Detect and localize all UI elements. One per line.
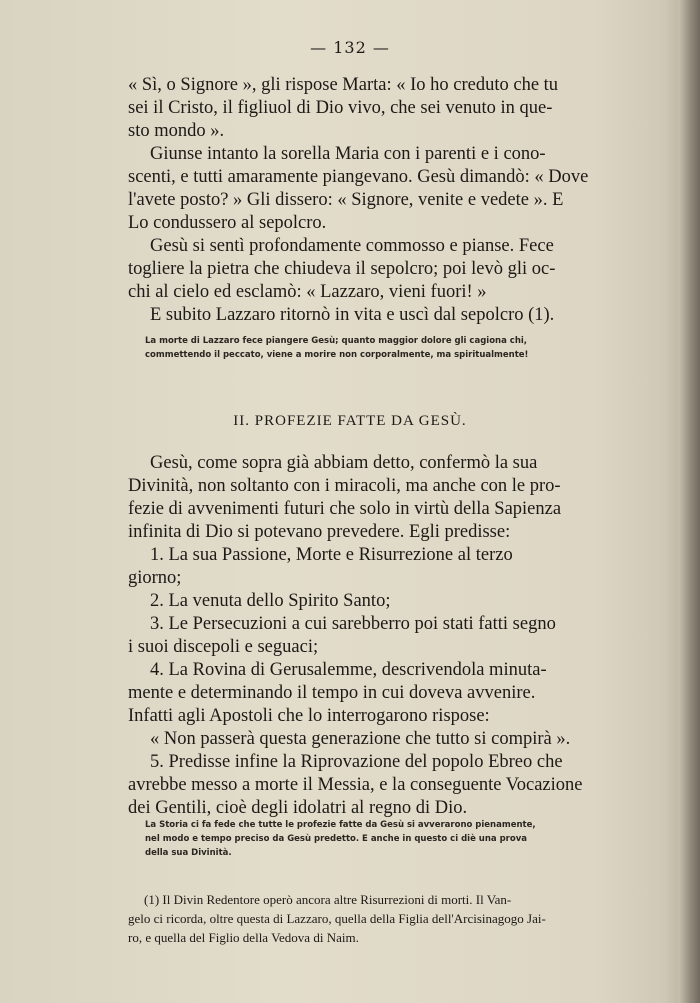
note-line: della sua Divinità.	[145, 848, 232, 858]
text-line: 2. La venuta dello Spirito Santo;	[150, 591, 391, 611]
text-line: i suoi discepoli e seguaci;	[128, 637, 319, 657]
text-line: dei Gentili, cioè degli idolatri al regno di Dio.	[128, 798, 468, 818]
page-edge	[678, 0, 700, 1003]
text-line: Divinità, non soltanto con i miracoli, ma anche con le pro-	[128, 476, 561, 496]
text-line: Gesù, come sopra già abbiam detto, confermò la sua	[150, 453, 538, 473]
text-line: scenti, e tutti amaramente piangevano. Gesù dimandò: « Dove	[128, 167, 589, 187]
text-line: Infatti agli Apostoli che lo interrogarono rispose:	[128, 706, 490, 726]
page-number: — 132 —	[310, 38, 390, 57]
text-line: chi al cielo ed esclamò: « Lazzaro, vieni fuori! »	[128, 282, 487, 302]
moral-note-2	[145, 818, 585, 860]
footnote-line: (1) Il Divin Redentore operò ancora altre Risurrezioni di morti. Il Van-	[144, 892, 512, 907]
section-heading: II. PROFEZIE FATTE DA GESÙ.	[233, 413, 467, 429]
footnote-line: ro, e quella del Figlio della Vedova di Naim.	[128, 930, 359, 945]
note-line: La Storia ci fa fede che tutte le profezie fatte da Gesù si avverarono pienamente,	[145, 820, 536, 830]
text-line: Lo condussero al sepolcro.	[128, 213, 327, 233]
text-line: infinita di Dio si potevano prevedere. Egli predisse:	[128, 522, 511, 542]
text-line: « Sì, o Signore », gli rispose Marta: « Io ho creduto che tu	[128, 75, 559, 95]
text-line: fezie di avvenimenti futuri che solo in virtù della Sapienza	[128, 499, 562, 519]
text-line: l'avete posto? » Gli dissero: « Signore, venite e vedete ». E	[128, 190, 564, 210]
note-line: La morte di Lazzaro fece piangere Gesù; quanto maggior dolore gli cagiona chi,	[145, 336, 528, 346]
section-1-text	[128, 74, 610, 327]
text-line: togliere la pietra che chiudeva il sepolcro; poi levò gli oc-	[128, 259, 556, 279]
text-line: mente e determinando il tempo in cui doveva avvenire.	[128, 683, 536, 703]
section-2-text	[128, 452, 610, 820]
text-line: 4. La Rovina di Gerusalemme, descrivendola minuta-	[150, 660, 547, 680]
text-line: « Non passerà questa generazione che tutto si compirà ».	[150, 729, 571, 749]
text-line: 3. Le Persecuzioni a cui sarebberro poi stati fatti segno	[150, 614, 556, 634]
moral-note-1	[145, 334, 585, 362]
note-line: nel modo e tempo preciso da Gesù predetto. E anche in questo ci diè una prova	[145, 834, 527, 844]
footnote-line: gelo ci ricorda, oltre questa di Lazzaro, quella della Figlia dell'Arcisinagogo Jai-	[128, 911, 546, 926]
text-line: E subito Lazzaro ritornò in vita e uscì dal sepolcro (1).	[150, 305, 555, 325]
text-line: Giunse intanto la sorella Maria con i parenti e i cono-	[150, 144, 546, 164]
text-line: 5. Predisse infine la Riprovazione del popolo Ebreo che	[150, 752, 563, 772]
text-line: avrebbe messo a morte il Messia, e la conseguente Vocazione	[128, 775, 583, 795]
text-line: sei il Cristo, il figliuol di Dio vivo, che sei venuto in que-	[128, 98, 553, 118]
text-line: 1. La sua Passione, Morte e Risurrezione al terzo	[150, 545, 513, 565]
footnote	[128, 890, 610, 947]
note-line: commettendo il peccato, viene a morire non corporalmente, ma spiritualmente!	[145, 350, 529, 360]
text-line: giorno;	[128, 568, 182, 588]
text-line: Gesù si sentì profondamente commosso e pianse. Fece	[150, 236, 554, 256]
text-line: sto mondo ».	[128, 121, 225, 141]
